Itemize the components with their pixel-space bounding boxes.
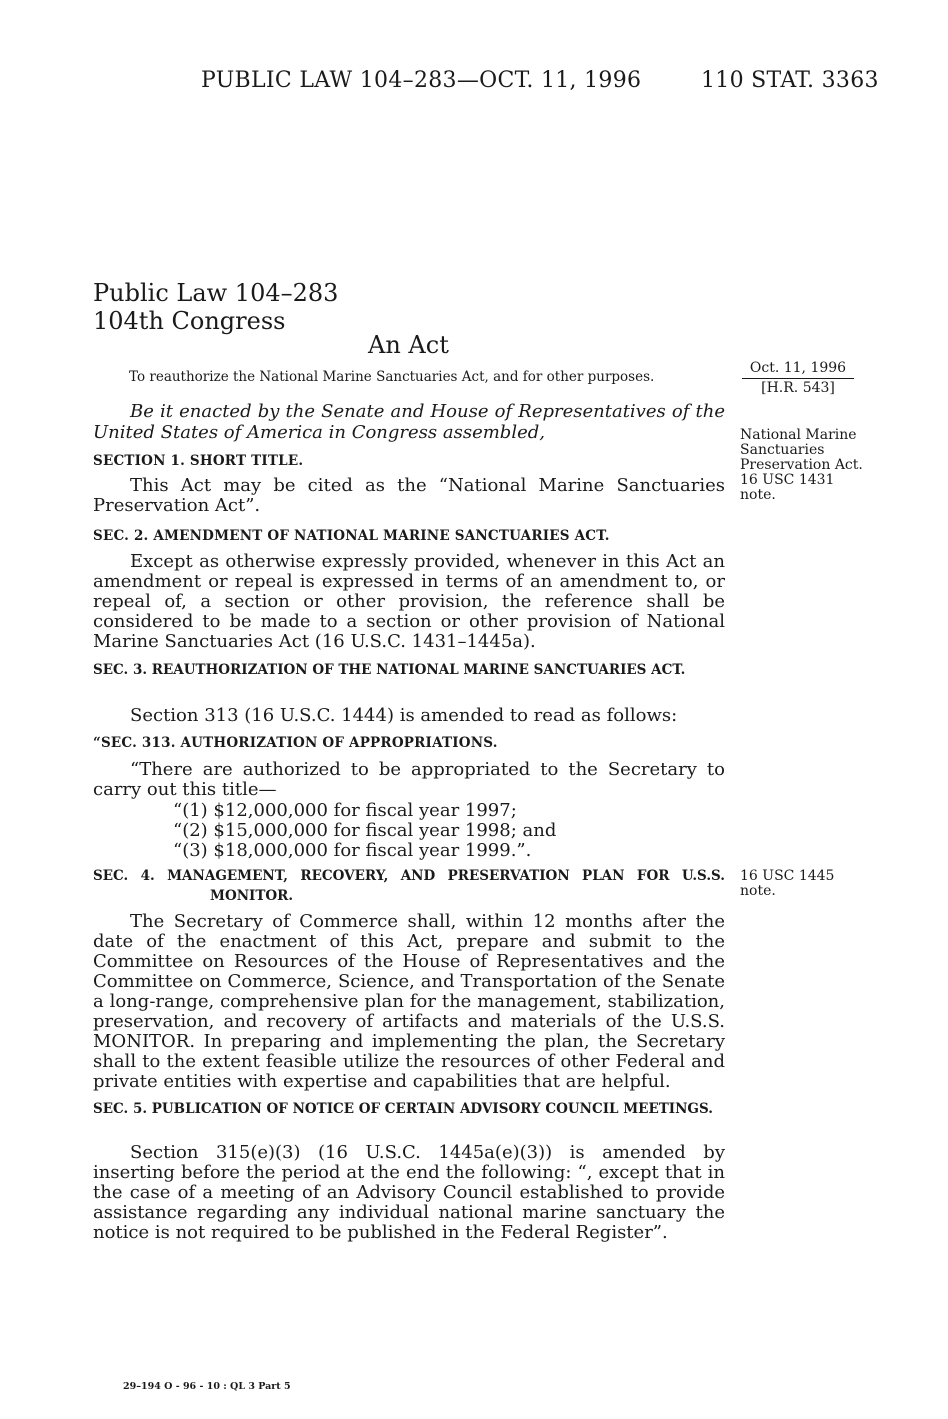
section-4-text: The Secretary of Commerce shall, within 12 months after the date of the enactment of this Act, prepare and submit to the Committee on Resources of the House of Representatives and the Committee on Commerce, Science, and Transportation of the Senate a long-range, comprehensive plan for the management, stabilization, preservation, and recovery of artifacts and materials of the U.S.S. MONITOR. In preparing and implementing the plan, the Secretary shall to the extent feasible utilize the resources of other Federal and private entities with expertise and capabilities that are helpful.: [93, 911, 725, 1092]
margin-note-line: 16 USC 1431: [740, 472, 835, 488]
act-heading: An Act: [368, 331, 449, 359]
section-5-text: Section 315(e)(3) (16 U.S.C. 1445a(e)(3)) is amended by inserting before the period at the end the following: “, except that in the case of a meeting of an Advisory Council established to provide assistance regarding any individual national marine sanctuary the notice is not required to be published in the Federal Register”.: [93, 1142, 725, 1243]
section-313-heading: “SEC. 313. AUTHORIZATION OF APPROPRIATIONS.: [93, 735, 498, 751]
public-law-number: Public Law 104–283: [93, 279, 339, 307]
margin-note-line: note.: [740, 883, 776, 899]
margin-note-short-title: [740, 428, 863, 503]
print-job-footer: 29–194 O - 96 - 10 : QL 3 Part 5: [123, 1381, 291, 1392]
margin-note-line: National Marine: [740, 427, 857, 443]
margin-note-line: Preservation Act.: [740, 457, 863, 473]
margin-note-line: note.: [740, 487, 776, 503]
purpose-clause: To reauthorize the National Marine Sanctuaries Act, and for other purposes.: [129, 369, 655, 385]
section-2-heading: SEC. 2. AMENDMENT OF NATIONAL MARINE SANCTUARIES ACT.: [93, 528, 610, 544]
section-1-heading: SECTION 1. SHORT TITLE.: [93, 453, 304, 469]
margin-date-note: [733, 360, 863, 396]
running-header-right: 110 STAT. 3363: [701, 68, 879, 93]
enacting-clause: Be it enacted by the Senate and House of Representatives of the United States of America in Congress assembled,: [93, 401, 725, 443]
section-2-text: Except as otherwise expressly provided, whenever in this Act an amendment or repeal is expressed in terms of an amendment to, or repeal of, a section or other provision, the reference shall be considered to be made to a section or other provision of National Marine Sanctuaries Act (16 U.S.C. 1431–1445a).: [93, 551, 725, 652]
margin-note-line: 16 USC 1445: [740, 868, 835, 884]
section-313-text: “There are authorized to be appropriated to the Secretary to carry out this title—: [93, 759, 725, 800]
margin-note-line: Sanctuaries: [740, 442, 825, 458]
appropriation-item-1: “(1) $12,000,000 for fiscal year 1997;: [173, 800, 517, 821]
running-header-left: PUBLIC LAW 104–283—OCT. 11, 1996: [201, 68, 642, 93]
margin-rule: [742, 378, 854, 379]
section-3-text: Section 313 (16 U.S.C. 1444) is amended to read as follows:: [130, 705, 678, 726]
section-5-heading: SEC. 5. PUBLICATION OF NOTICE OF CERTAIN ADVISORY COUNCIL MEETINGS.: [93, 1101, 713, 1117]
appropriation-item-3: “(3) $18,000,000 for fiscal year 1999.”.: [173, 840, 532, 861]
section-3-heading: SEC. 3. REAUTHORIZATION OF THE NATIONAL MARINE SANCTUARIES ACT.: [93, 662, 686, 678]
bill-number: [H.R. 543]: [761, 380, 835, 396]
margin-note-monitor: [740, 869, 834, 899]
appropriation-item-2: “(2) $15,000,000 for fiscal year 1998; and: [173, 820, 557, 841]
section-4-heading: SEC. 4. MANAGEMENT, RECOVERY, AND PRESERVATION PLAN FOR U.S.S. MONITOR.: [93, 868, 725, 904]
congress-number: 104th Congress: [93, 307, 286, 335]
public-law-title: [93, 279, 338, 335]
section-1-text: This Act may be cited as the “National Marine Sanctuaries Preservation Act”.: [93, 475, 725, 516]
approval-date: Oct. 11, 1996: [749, 360, 847, 376]
